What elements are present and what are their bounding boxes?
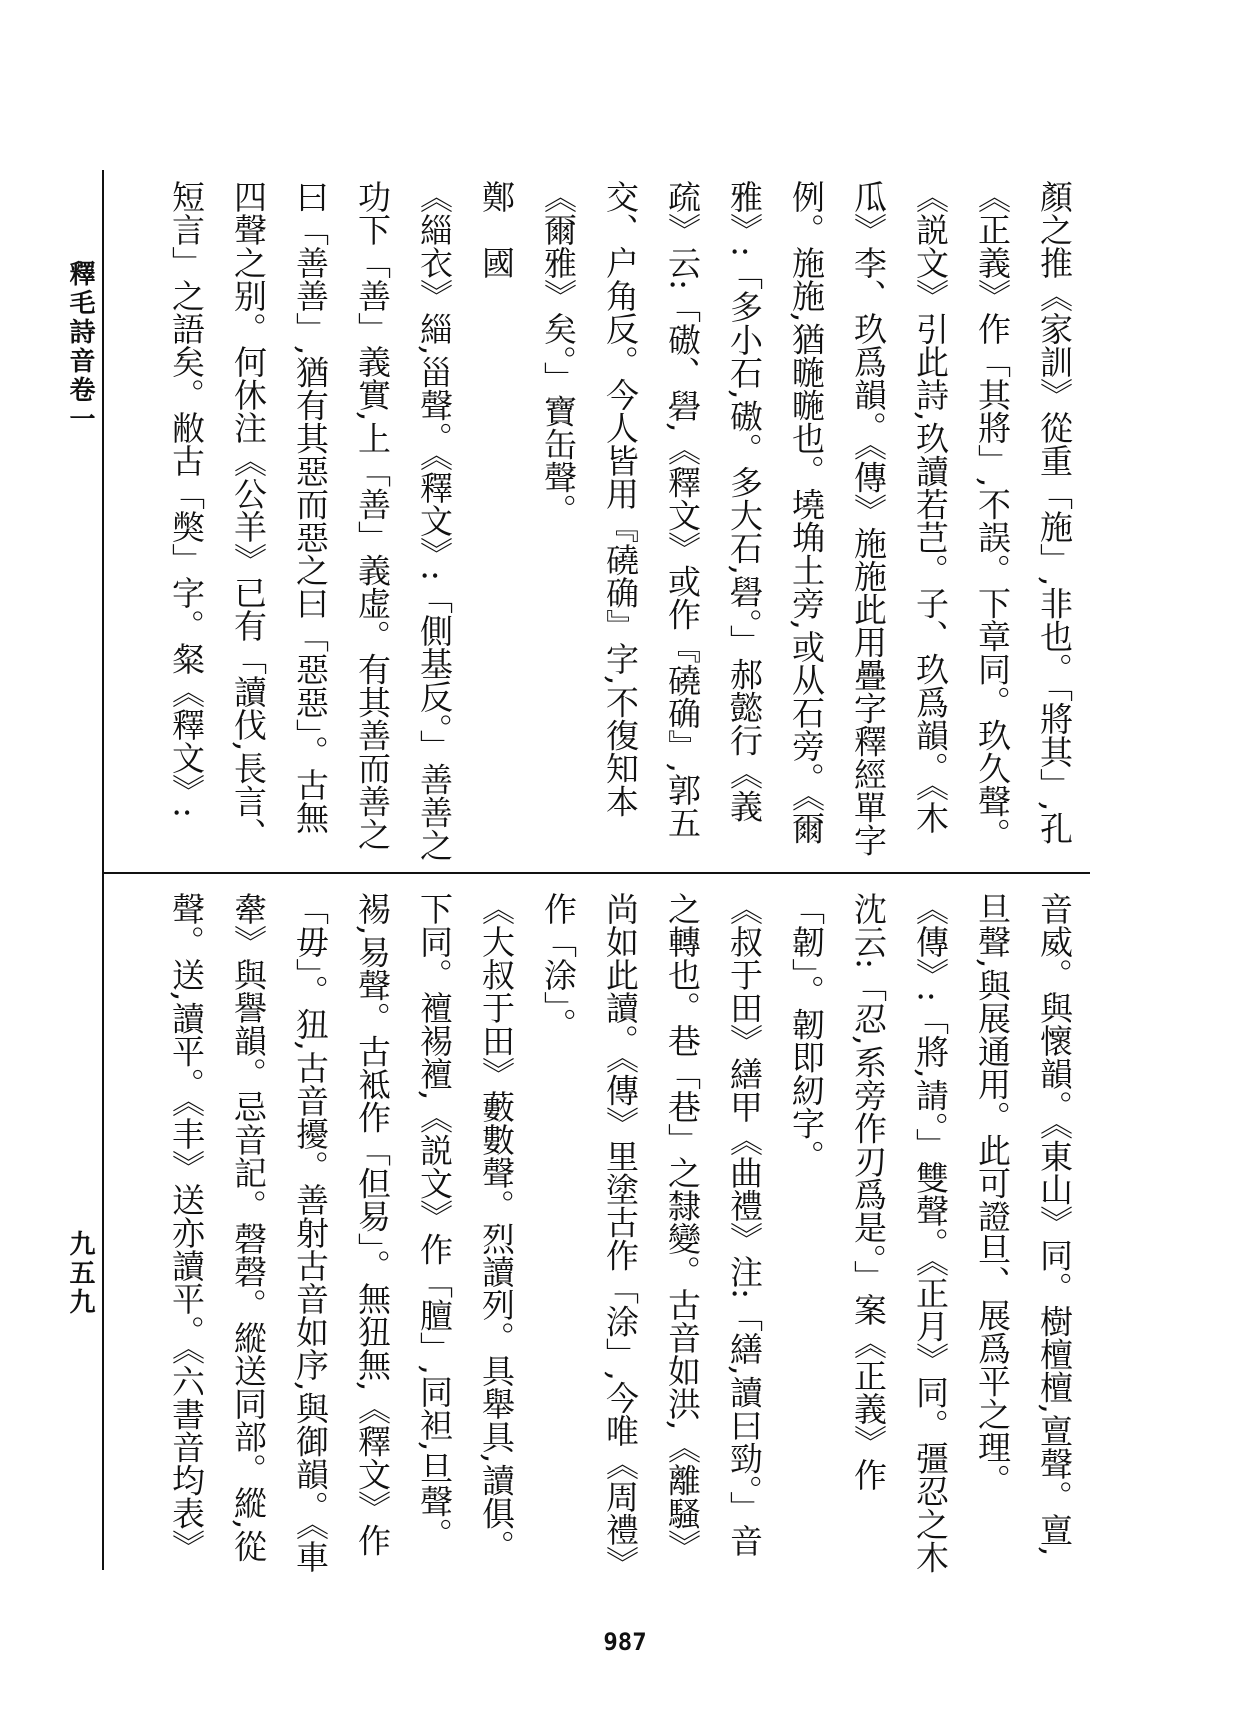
upper-text-block: 顏之推《家訓》從重「施」,非也。「將其」,孔《正義》作「其將」,不誤。下章同。玖久聲。《説文》引此詩,玖讀若芑。子、玖爲韻。《木瓜》李、玖爲韻。《傳》施施此用疊字釋經單字例。施施,猶暆暆也。墝埆土旁,或从石旁。《爾雅》:「多小石,磝。多大石,礐。」郝懿行《義疏》云:「磝、礐,《釋文》或作『磽确』,郭五交、户角反。今人皆用『磽确』字,不復知本《爾雅》矣。」寶缶聲。 鄭 國 《緇衣》緇,甾聲。《釋文》:「側基反。」善善之功下「善」義實,上「善」義虚。有其善而善之曰「善善」,猶有其惡而惡之曰「惡惡」。古無四聲之别。何休注《公羊》已有「讀伐,長言、短言」之語矣。敝古「獘」字。粲《釋文》: xyxy=(167,180,1074,862)
page-number: 987 xyxy=(603,1628,647,1656)
lower-text-block: 音威。與懷韻。《東山》同。樹檀檀,亶聲。亶,旦聲,與展通用。此可證旦、展爲平之理。《傳》:「將,請。」雙聲。《正月》同。彊忍之木沈云:「忍,系旁作刃爲是。」案《正義》作「韌」。韌即紉字。 《叔于田》繕甲《曲禮》注:「繕,讀曰勁。」音之轉也。巷「巷」之隸變。古音如洪,《離騷》尚如此讀。《傳》里塗古作「涂」,今唯《周禮》作「涂」。 《大叔于田》藪數聲。烈讀列。具舉具,讀俱。下同。襢裼襢,《説文》作「膻」,同袒,旦聲。裼,易聲。古袛作「但易」。無狃無,《釋文》作「毋」。狃,古音擾。善射古音如序,與御韻。《車舝》與譽韻。忌音記。磬磬。縱送同部。縱,從聲。送,讀平。《丰》送亦讀平。《六書音均表》 xyxy=(167,892,1074,1579)
margin-rule xyxy=(102,170,104,1570)
section-divider-rule xyxy=(102,872,1090,874)
running-head: 釋毛詩音卷一 xyxy=(65,260,95,434)
folio-number: 九五九 xyxy=(65,1230,95,1317)
